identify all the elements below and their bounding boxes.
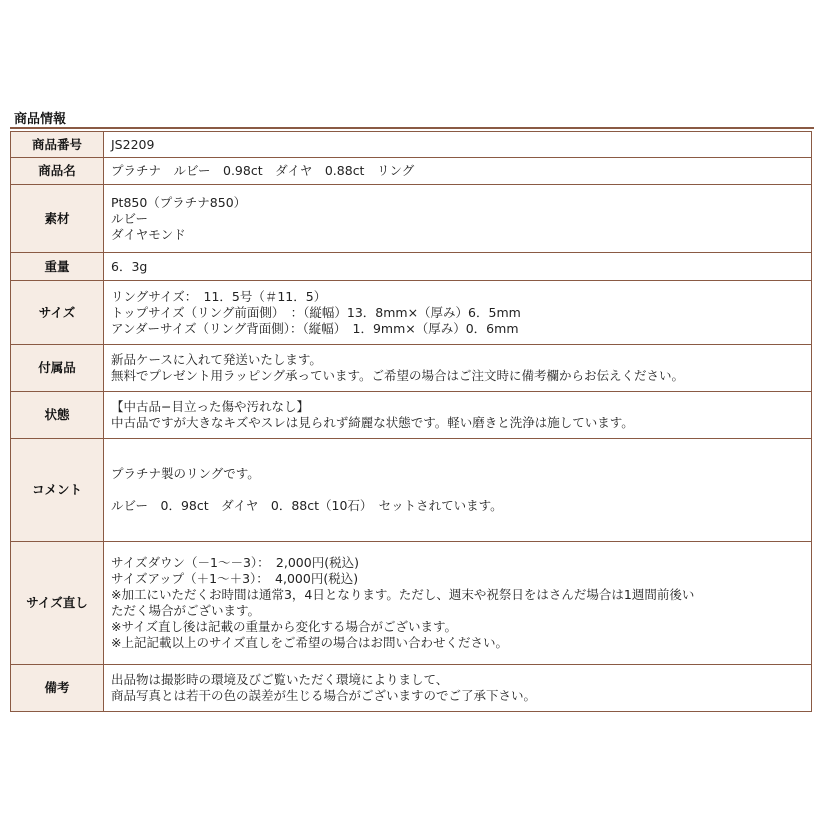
- value-size-adjustment: [104, 542, 812, 665]
- value-line: Pt850（プラチナ850）: [111, 194, 247, 210]
- value-line: 商品写真とは若干の色の誤差が生じる場合がございますのでご了承下さい。: [111, 688, 537, 703]
- value-line: ただく場合がございます。: [111, 603, 261, 618]
- value-line: ルビー: [111, 210, 149, 226]
- label-accessories: 付属品: [11, 345, 104, 392]
- label-condition: 状態: [11, 392, 104, 439]
- label-weight: 重量: [11, 253, 104, 281]
- row-product-number: [11, 132, 812, 158]
- value-line: 【中古品−目立った傷や汚れなし】: [111, 399, 309, 414]
- row-product-name: [11, 158, 812, 185]
- label-size: サイズ: [11, 281, 104, 345]
- section-divider: [10, 127, 814, 129]
- row-weight: [11, 253, 812, 281]
- label-remarks: 備考: [11, 665, 104, 712]
- row-accessories: [11, 345, 812, 392]
- value-comment: [104, 439, 812, 542]
- row-size-adjustment: [11, 542, 812, 665]
- value-line: サイズダウン（－1～－3）： 2,000円(税込): [111, 555, 359, 570]
- label-size-adjustment: サイズ直し: [11, 542, 104, 665]
- label-product-name: 商品名: [11, 158, 104, 185]
- row-remarks: [11, 665, 812, 712]
- row-condition: [11, 392, 812, 439]
- label-product-number: 商品番号: [11, 132, 104, 158]
- value-product-number: [104, 132, 812, 158]
- row-size: [11, 281, 812, 345]
- value-line: 6．3g: [111, 258, 148, 274]
- value-line: プラチナ製のリングです。: [111, 466, 260, 481]
- value-accessories: [104, 345, 812, 392]
- row-material: [11, 185, 812, 253]
- blank-line: [111, 482, 807, 498]
- row-comment: [11, 439, 812, 542]
- value-line: トップサイズ（リング前面側） ：（縦幅）13．8mm×（厚み）6．5mm: [111, 304, 521, 320]
- label-comment: コメント: [11, 439, 104, 542]
- value-line: プラチナ ルビー 0.98ct ダイヤ 0.88ct リング: [111, 163, 415, 178]
- value-material: [104, 185, 812, 253]
- value-line: ※上記記載以上のサイズ直しをご希望の場合はお問い合わせください。: [111, 635, 508, 650]
- value-line: サイズアップ（＋1～＋3）： 4,000円(税込): [111, 571, 359, 586]
- value-line: ルビー 0．98ct ダイヤ 0．88ct（10石） セットされています。: [111, 498, 503, 513]
- value-weight: [104, 253, 812, 281]
- value-line: 無料でプレゼント用ラッピング承っています。ご希望の場合はご注文時に備考欄からお伝えください。: [111, 368, 685, 383]
- value-line: ※加工にいただくお時間は通常3，4日となります。ただし、週末や祝祭日をはさんだ場合は1週間前後い: [111, 587, 695, 602]
- value-line: JS2209: [111, 136, 155, 152]
- value-product-name: [104, 158, 812, 185]
- section-title: 商品情報: [14, 112, 67, 127]
- value-line: アンダーサイズ（リング背面側）：（縦幅） 1．9mm×（厚み）0．6mm: [111, 320, 519, 336]
- value-line: リングサイズ： 11．5号（＃11．5）: [111, 288, 327, 304]
- value-line: 新品ケースに入れて発送いたします。: [111, 352, 322, 367]
- value-line: 中古品ですが大きなキズやスレは見られず綺麗な状態です。軽い磨きと洗浄は施しています。: [111, 415, 634, 430]
- value-line: 出品物は撮影時の環境及びご覧いただく環境によりまして、: [111, 672, 449, 687]
- value-line: ダイヤモンド: [111, 226, 186, 242]
- value-size: [104, 281, 812, 345]
- value-remarks: [104, 665, 812, 712]
- value-condition: [104, 392, 812, 439]
- product-info-table: [10, 131, 812, 712]
- label-material: 素材: [11, 185, 104, 253]
- value-line: ※サイズ直し後は記載の重量から変化する場合がございます。: [111, 619, 457, 634]
